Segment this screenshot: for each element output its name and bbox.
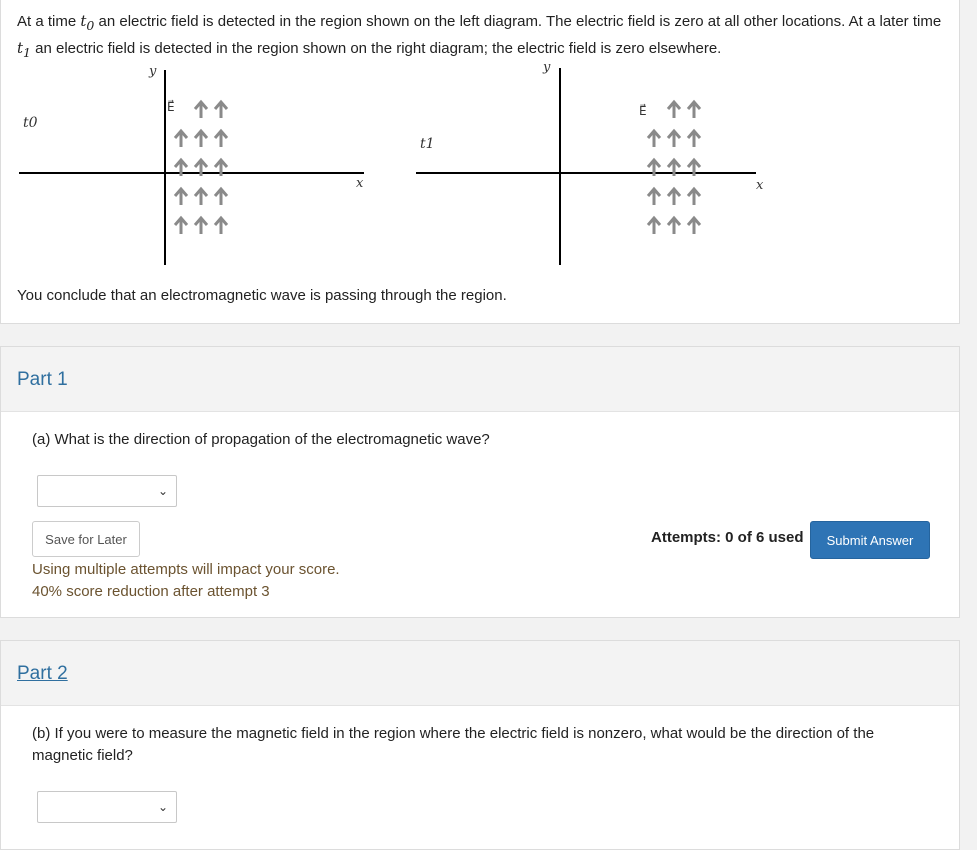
time-label-t0: t0 (23, 115, 38, 131)
e-field-arrow-icon (175, 189, 187, 205)
e-field-arrow-icon (195, 189, 207, 205)
e-field-arrow-icon (648, 218, 660, 234)
submit-answer-button[interactable]: Submit Answer (810, 521, 930, 559)
e-field-arrow-icon (195, 102, 207, 118)
intro-paragraph (17, 10, 952, 64)
t0-symbol: $t_0$ (80, 12, 95, 33)
part2-question: (b) If you were to measure the magnetic field in the region where the electric field is nonzero, what would be the direction of the magnetic field? (32, 725, 875, 764)
x-axis-label: x (356, 176, 364, 191)
e-field-arrow-icon (648, 131, 660, 147)
intro-text-c: an electric field is detected in the region shown on the right diagram; the electric field is zero elsewhere. (30, 40, 722, 57)
part1-question: (a) What is the direction of propagation of the electromagnetic wave? (32, 431, 490, 448)
attempts-warning: Using multiple attempts will impact your score. (32, 561, 340, 578)
axes-t0 (19, 60, 379, 270)
intro-text-b: an electric field is detected in the region shown on the left diagram. The electric field is zero at all other locations. At a later time (94, 13, 942, 30)
e-field-arrow-icon (195, 131, 207, 147)
e-field-arrow-icon (668, 102, 680, 118)
diagram-t1 (416, 60, 776, 270)
time-label-t1: t1 (420, 136, 435, 152)
part2-card (0, 640, 960, 850)
part2-direction-select[interactable] (37, 791, 177, 823)
e-field-arrow-icon (215, 218, 227, 234)
e-field-label: E⃗ (639, 104, 647, 118)
e-field-arrow-icon (648, 189, 660, 205)
e-field-arrow-icon (688, 102, 700, 118)
intro-text-a: At a time (17, 13, 81, 30)
e-field-arrow-icon (215, 189, 227, 205)
e-field-label: E⃗ (167, 100, 175, 114)
axes-t1 (416, 60, 776, 270)
part2-title-link[interactable]: Part 2 (17, 663, 68, 684)
chevron-down-icon: ⌄ (157, 484, 168, 498)
part1-card (0, 346, 960, 618)
e-field-arrow-icon (215, 131, 227, 147)
part2-header (1, 641, 959, 706)
e-field-arrow-icon (688, 189, 700, 205)
diagram-t0 (19, 60, 379, 270)
e-field-arrow-icon (668, 131, 680, 147)
e-field-arrow-icon (668, 218, 680, 234)
e-field-arrow-icon (668, 189, 680, 205)
e-field-arrow-icon (688, 131, 700, 147)
e-field-arrow-icon (688, 218, 700, 234)
y-axis-label: y (543, 60, 551, 75)
t1-symbol: $t_1$ (17, 39, 31, 60)
e-field-arrow-icon (215, 102, 227, 118)
intro-card (0, 0, 960, 324)
save-for-later-button[interactable]: Save for Later (32, 521, 140, 557)
attempts-counter: Attempts: 0 of 6 used (651, 529, 804, 546)
e-field-arrow-icon (175, 131, 187, 147)
part1-direction-select[interactable] (37, 475, 177, 507)
part1-header (1, 347, 959, 412)
y-axis-label: y (149, 64, 157, 79)
part1-title: Part 1 (17, 369, 68, 390)
x-axis-label: x (756, 178, 764, 193)
e-field-arrow-icon (195, 218, 207, 234)
e-field-arrow-icon (175, 218, 187, 234)
chevron-down-icon: ⌄ (157, 800, 168, 814)
conclusion-text: You conclude that an electromagnetic wave is passing through the region. (17, 287, 507, 304)
score-reduction-note: 40% score reduction after attempt 3 (32, 583, 270, 600)
